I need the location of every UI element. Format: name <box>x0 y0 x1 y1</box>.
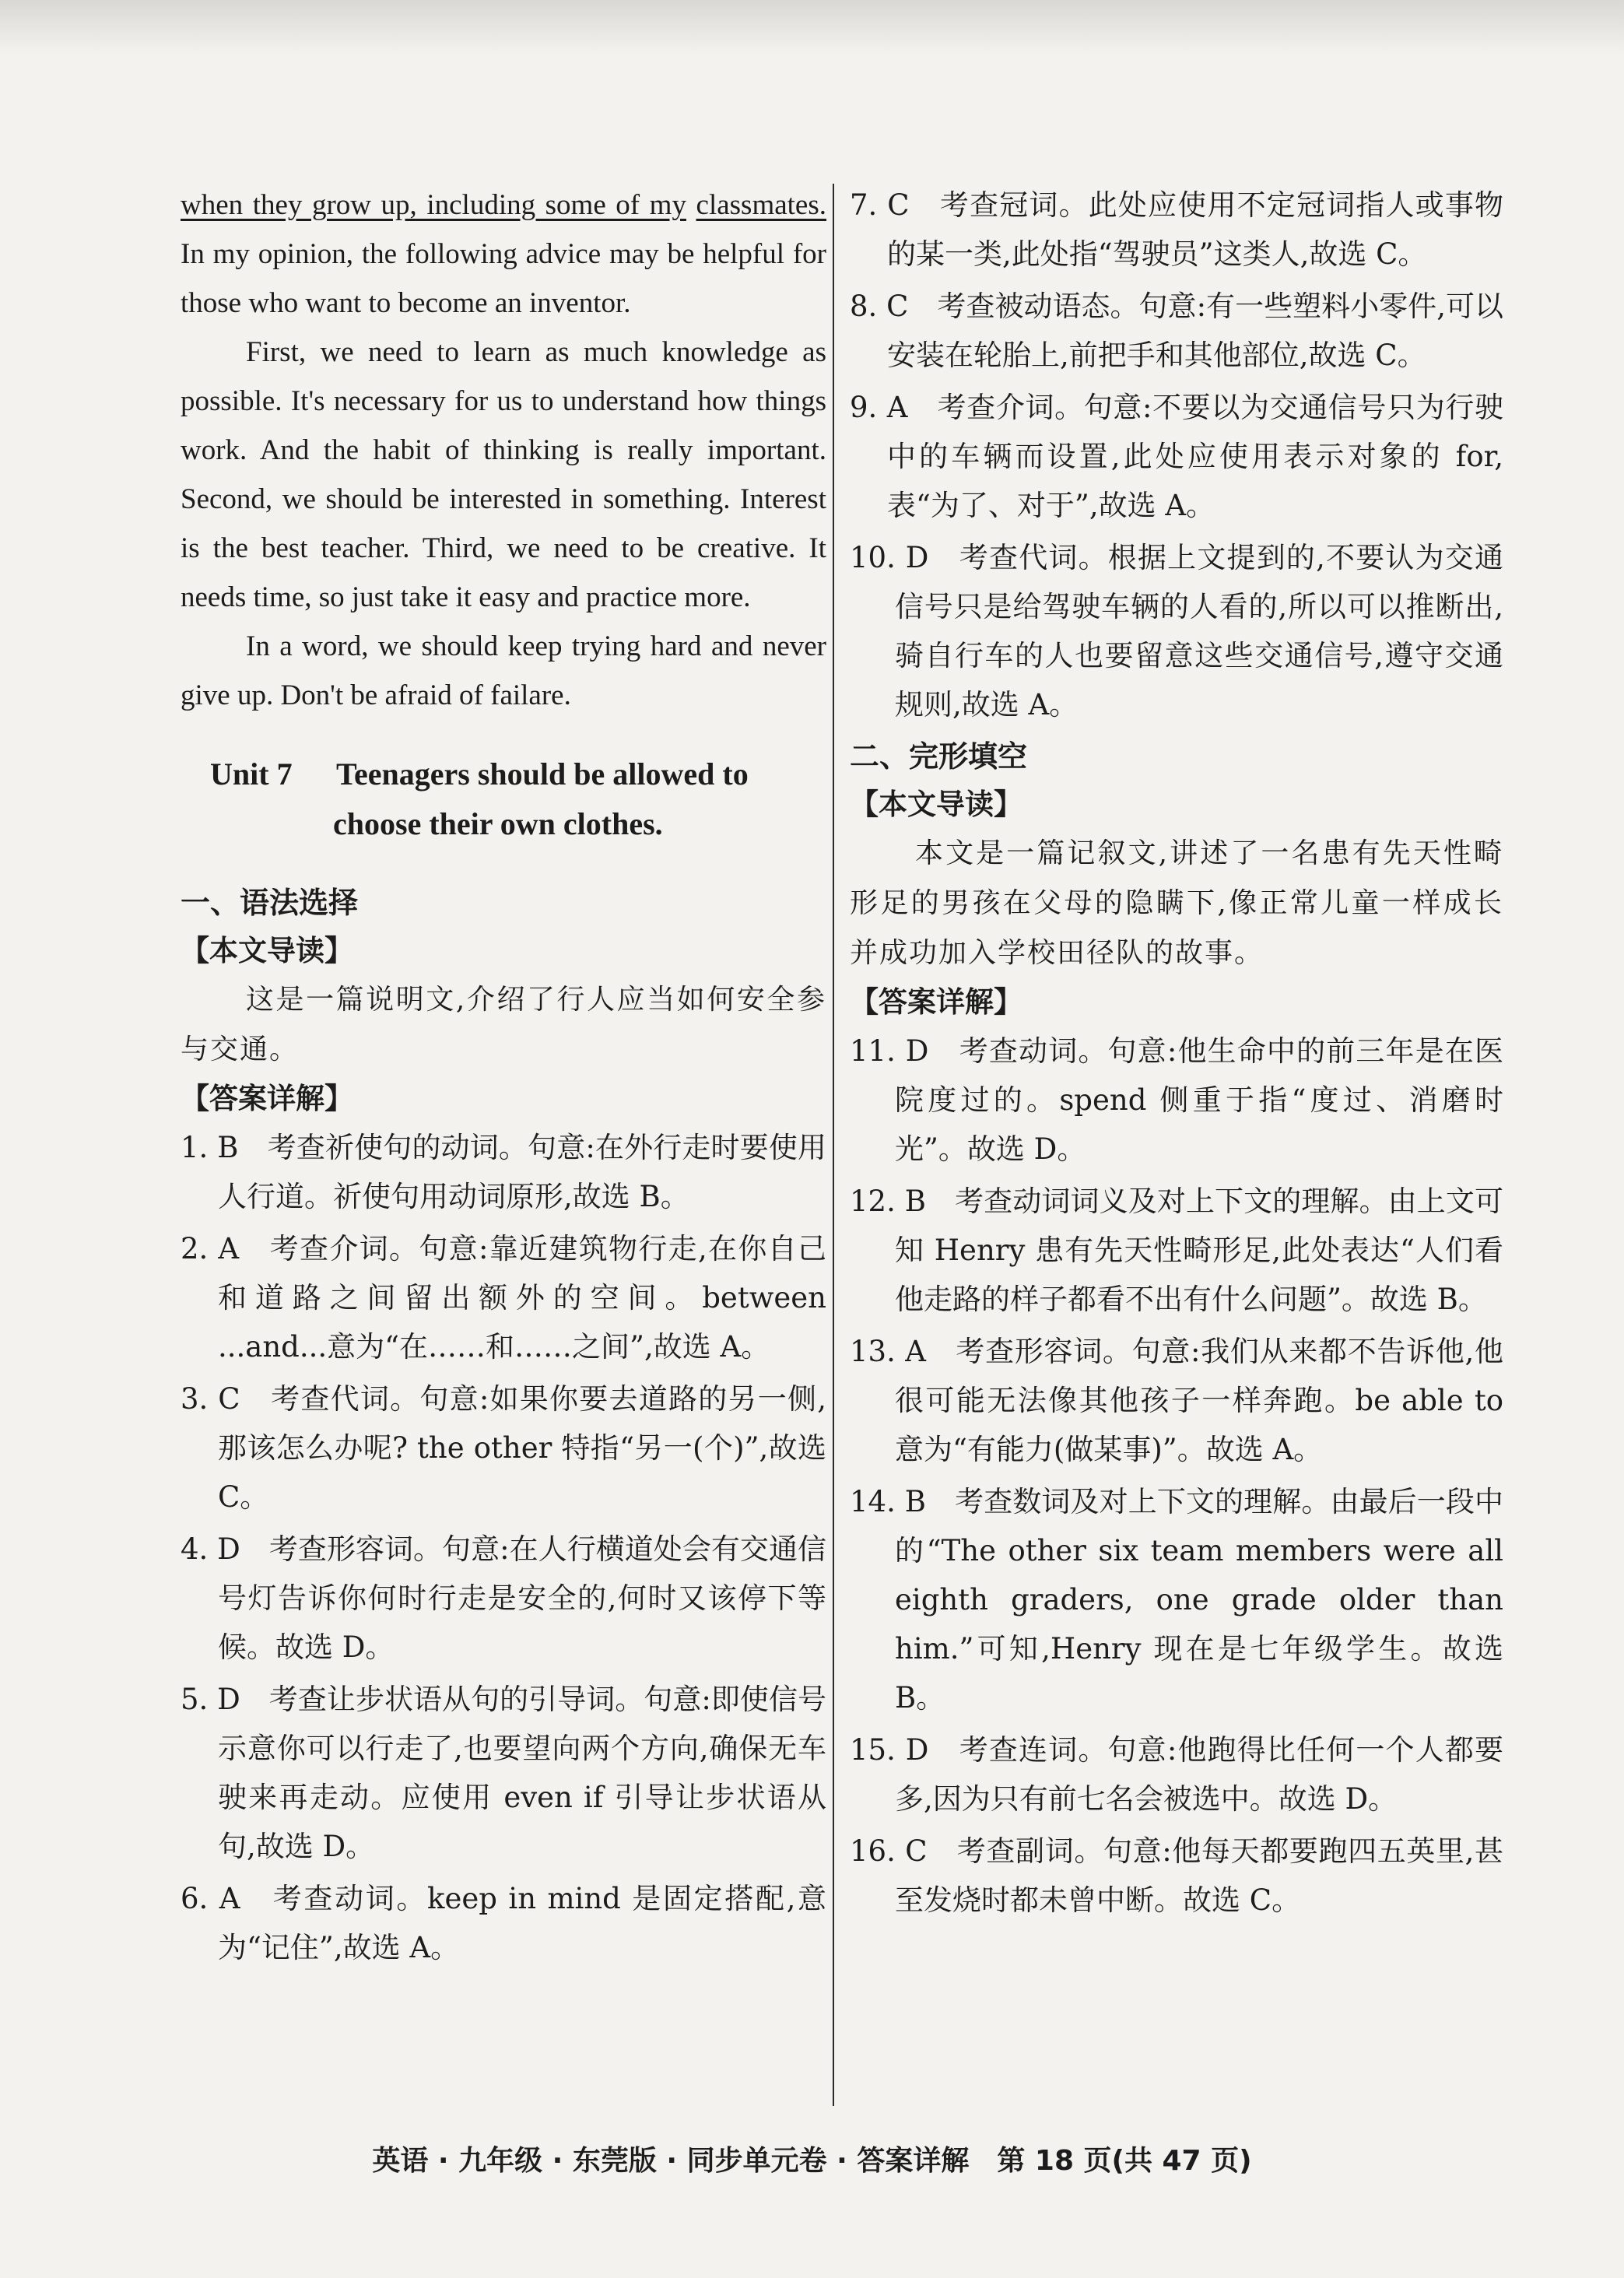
column-divider <box>833 184 834 2106</box>
section-2-heading: 二、完形填空 <box>850 739 1028 774</box>
answer-item-3: 3. C 考查代词。句意:如果你要去道路的另一侧,那该怎么办呢? the other 特指“另一(个)”,故选 C。 <box>181 1382 826 1514</box>
answer-item-13: 13. A 考查形容词。句意:我们从来都不告诉他,他很可能无法像其他孩子一样奔跑。be able to 意为“有能力(做某事)”。故选 A。 <box>850 1335 1503 1466</box>
scan-top-edge <box>0 0 1624 54</box>
passage-paragraph-3: In a word, we should keep trying hard and never give up. Don't be afraid of failare. <box>181 630 826 711</box>
section-2-guide-tag: 【本文导读】 <box>850 788 1022 821</box>
section-1-guide-tag: 【本文导读】 <box>181 934 353 967</box>
answer-item-1: 1. B 考查祈使句的动词。句意:在外行走时要使用人行道。祈使句用动词原形,故选 B。 <box>181 1131 826 1213</box>
answer-item-10: 10. D 考查代词。根据上文提到的,不要认为交通信号只是给驾驶车辆的人看的,所以可以推断出,骑自行车的人也要留意这些交通信号,遵守交通规则,故选 A。 <box>850 541 1503 721</box>
answer-item-16: 16. C 考查副词。句意:他每天都要跑四五英里,甚至发烧时都未曾中断。故选 C。 <box>850 1834 1503 1917</box>
section-2-guide-text: 本文是一篇记叙文,讲述了一名患有先天性畸形足的男孩在父母的隐瞒下,像正常儿童一样成长并成功加入学校田径队的故事。 <box>850 837 1503 969</box>
passage-paragraph-1-rest: In my opinion, the following advice may be helpful for those who want to become an inventor. <box>181 238 826 319</box>
left-column <box>181 181 826 1975</box>
underlined-sentence-part-1: when they grow up, including some of my <box>181 189 686 221</box>
answer-item-8: 8. C 考查被动语态。句意:有一些塑料小零件,可以安装在轮胎上,前把手和其他部位,故选 C。 <box>850 290 1503 372</box>
answer-item-15: 15. D 考查连词。句意:他跑得比任何一个人都要多,因为只有前七名会被选中。故选 D。 <box>850 1733 1503 1816</box>
answer-item-9: 9. A 考查介词。句意:不要以为交通信号只为行驶中的车辆而设置,此处应使用表示对象的 for,表“为了、对于”,故选 A。 <box>850 391 1503 522</box>
unit-title-line-2: choose their own clothes. <box>333 806 663 841</box>
answer-item-12: 12. B 考查动词词义及对上下文的理解。由上文可知 Henry 患有先天性畸形足,此处表达“人们看他走路的样子都看不出有什么问题”。故选 B。 <box>850 1185 1503 1316</box>
page-footer: 英语 · 九年级 · 东莞版 · 同步单元卷 · 答案详解 第 18 页(共 47 页) <box>372 2145 1252 2177</box>
section-1-answer-tag: 【答案详解】 <box>181 1082 353 1115</box>
answer-item-5: 5. D 考查让步状语从句的引导词。句意:即使信号示意你可以行走了,也要望向两个方向,确保无车驶来再走动。应使用 even if 引导让步状语从句,故选 D。 <box>181 1683 826 1863</box>
underlined-sentence-part-2: classmates. <box>696 189 827 221</box>
answer-item-11: 11. D 考查动词。句意:他生命中的前三年是在医院度过的。spend 侧重于指“度过、消磨时光”。故选 D。 <box>850 1034 1503 1166</box>
section-2-answer-tag: 【答案详解】 <box>850 985 1022 1019</box>
unit-title-line-1: Teenagers should be allowed to <box>336 756 749 792</box>
answer-item-7: 7. C 考查冠词。此处应使用不定冠词指人或事物的某一类,此处指“驾驶员”这类人,故选 C。 <box>850 188 1503 271</box>
passage-paragraph-2: First, we need to learn as much knowledge as possible. It's necessary for us to understand how things work. And the habit of thinking is really important. Second, we should be interested in something. Interest is the best teacher. Third, we need to be creative. It needs time, so just take it easy and practice more. <box>181 336 826 613</box>
answer-item-14: 14. B 考查数词及对上下文的理解。由最后一段中的“The other six team members were all eighth graders, one grade older than him.”可知,Henry 现在是七年级学生。故选 B。 <box>850 1485 1503 1715</box>
answer-item-2: 2. A 考查介词。句意:靠近建筑物行走,在你自己和道路之间留出额外的空间。between ...and...意为“在……和……之间”,故选 A。 <box>181 1232 826 1364</box>
answer-item-4: 4. D 考查形容词。句意:在人行横道处会有交通信号灯告诉你何时行走是安全的,何时又该停下等候。故选 D。 <box>181 1532 826 1664</box>
right-column <box>850 181 1503 1928</box>
section-1-guide-text: 这是一篇说明文,介绍了行人应当如何安全参与交通。 <box>181 984 826 1065</box>
unit-number: Unit 7 <box>210 756 293 792</box>
unit-title <box>181 749 826 849</box>
section-1-heading: 一、语法选择 <box>181 886 359 920</box>
answer-item-6: 6. A 考查动词。keep in mind 是固定搭配,意为“记住”,故选 A。 <box>181 1882 826 1964</box>
passage-paragraph-1 <box>181 181 826 328</box>
